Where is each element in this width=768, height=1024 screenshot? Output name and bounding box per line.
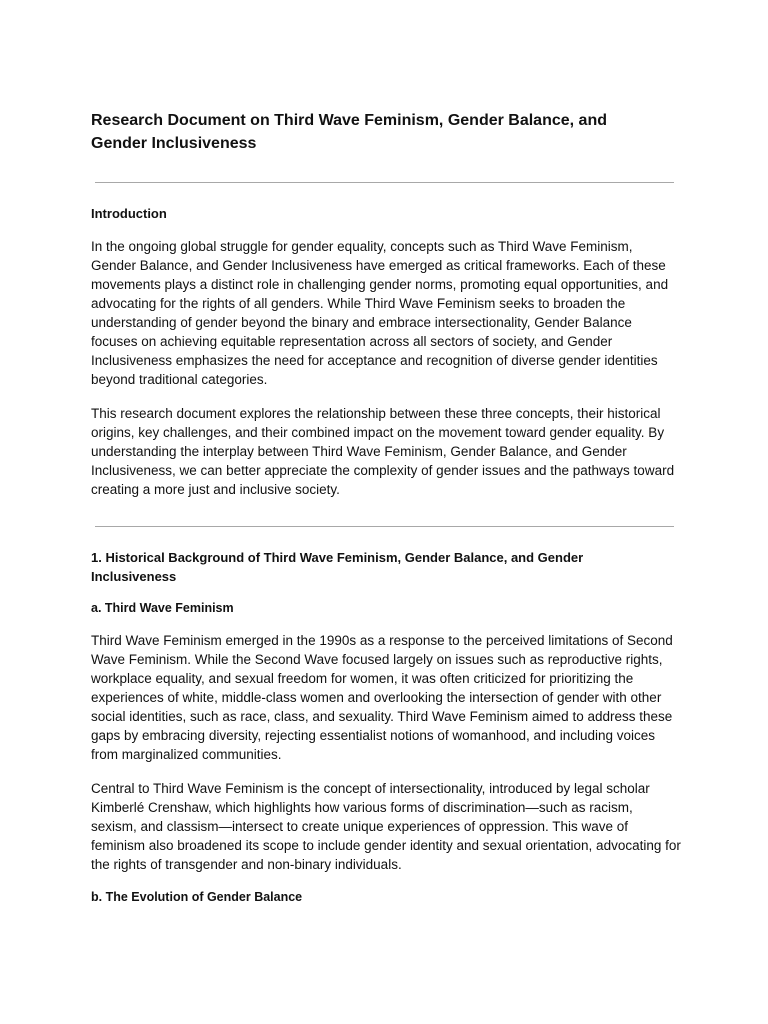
section-heading: 1. Historical Background of Third Wave Feminism, Gender Balance, and Gender Inclusiveness — [91, 550, 584, 584]
subsection-heading: b. The Evolution of Gender Balance — [91, 890, 303, 904]
section-divider — [95, 182, 674, 183]
subsection-heading: a. Third Wave Feminism — [91, 601, 234, 615]
introduction-heading: Introduction — [91, 206, 167, 221]
section-divider — [95, 526, 674, 527]
introduction-paragraph: In the ongoing global struggle for gender equality, concepts such as Third Wave Feminism, Gender Balance, and Gender Inclusiveness have emerged as critical frameworks. Each of these movements plays a distinct role in challenging gender norms, promoting equal opportunities, and advocating for the rights of all genders. While Third Wave Feminism seeks to broaden the understanding of gender beyond the binary and embrace intersectionality, Gender Balance focuses on achieving equitable representation across all sectors of society, and Gender Inclusiveness emphasizes the need for acceptance and recognition of diverse gender identities beyond traditional categories. — [91, 239, 669, 387]
body-paragraph: Third Wave Feminism emerged in the 1990s as a response to the perceived limitations of Second Wave Feminism. While the Second Wave focused largely on issues such as reproductive rights, workplace equality, and sexual freedom for women, it was often criticized for prioritizing the experiences of white, middle-class women and overlooking the intersection of gender with other social identities, such as race, class, and sexuality. Third Wave Feminism aimed to address these gaps by embracing diversity, rejecting essentialist notions of womanhood, and including voices from marginalized communities. — [91, 633, 673, 762]
introduction-paragraph: This research document explores the relationship between these three concepts, their historical origins, key challenges, and their combined impact on the movement toward gender equality. By understanding the interplay between Third Wave Feminism, Gender Balance, and Gender Inclusiveness, we can better appreciate the complexity of gender issues and the pathways toward creating a more just and inclusive society. — [91, 406, 675, 497]
document-title: Research Document on Third Wave Feminism, Gender Balance, and Gender Inclusiveness — [91, 112, 607, 152]
body-paragraph: Central to Third Wave Feminism is the concept of intersectionality, introduced by legal scholar Kimberlé Crenshaw, which highlights how various forms of discrimination—such as racism, sexism, and classism—intersect to create unique experiences of oppression. This wave of feminism also broadened its scope to include gender identity and sexual orientation, advocating for the rights of transgender and non-binary individuals. — [91, 781, 681, 872]
